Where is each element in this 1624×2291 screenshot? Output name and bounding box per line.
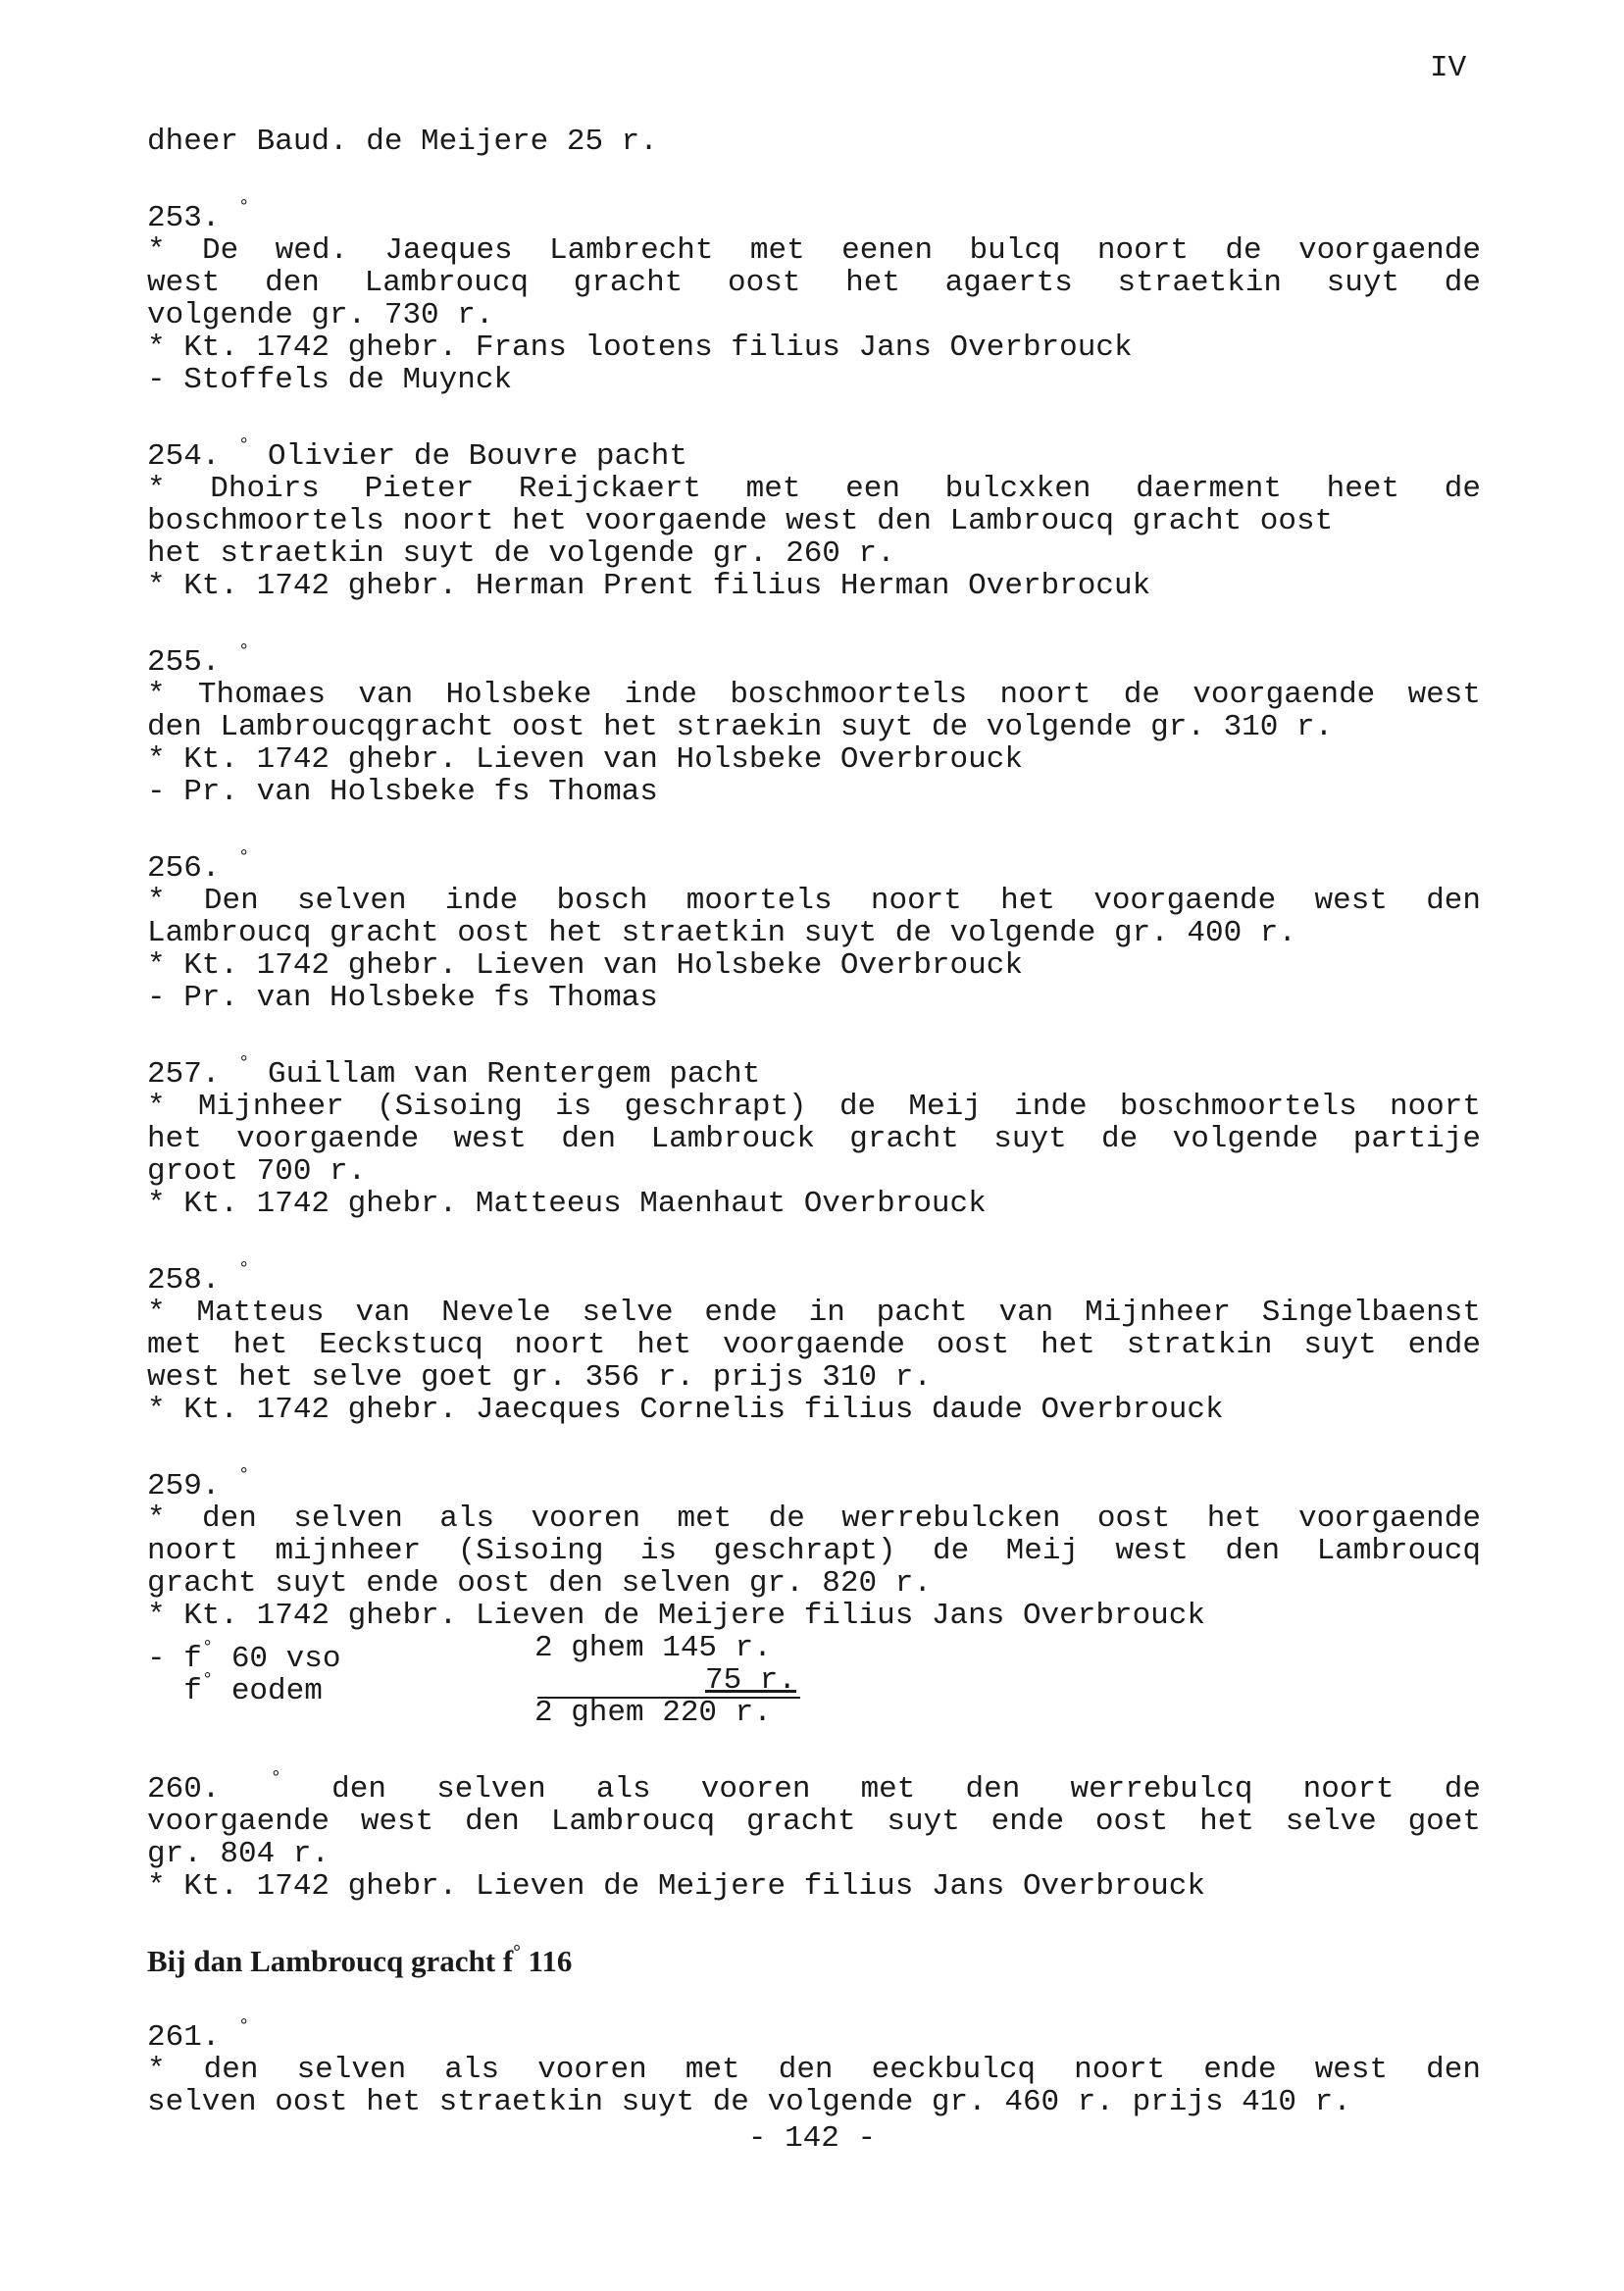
entry-258 [147, 1253, 1481, 1426]
entry-line: * Kt. 1742 ghebr. Lieven de Meijere filius Jans Overbrouck [147, 1599, 1205, 1633]
entry-line: boschmoortels noort het voorgaende west den Lambroucq gracht oost [147, 504, 1334, 538]
entry-number: 259. ° [147, 1464, 250, 1503]
entry-254 [147, 430, 1481, 602]
entry-255 [147, 636, 1481, 808]
entry-257 [147, 1047, 1481, 1220]
entry-number: 261. ° [147, 2015, 250, 2055]
entry-line: groot 700 r. [147, 1154, 367, 1189]
entry-line: - Pr. van Holsbeke fs Thomas [147, 775, 658, 809]
entry-line: * Kt. 1742 ghebr. Herman Prent filius Herman Overbrocuk [147, 569, 1151, 603]
entry-line: - Pr. van Holsbeke fs Thomas [147, 981, 658, 1015]
entry-line: het straetkin suyt de volgende gr. 260 r. [147, 536, 895, 571]
entry-line: * Kt. 1742 ghebr. Lieven de Meijere filius Jans Overbrouck [147, 1869, 1205, 1904]
page-roman-numeral: IV [1430, 51, 1467, 85]
entry-line: * den selven als vooren met de werrebulcken oost het voorgaende [147, 1502, 1481, 1536]
entry-line: selven oost het straetkin suyt de volgende gr. 460 r. prijs 410 r. [147, 2085, 1351, 2119]
entry-line: * Kt. 1742 ghebr. Matteeus Maenhaut Overbrouck [147, 1187, 987, 1221]
entry-line: gracht suyt ende oost den selven gr. 820 r. [147, 1566, 932, 1601]
entry-line: west het selve goet gr. 356 r. prijs 310 r. [147, 1360, 932, 1395]
section-heading: Bij dan Lambroucq gracht f° 116 [147, 1942, 573, 1978]
sum-calculation [147, 1632, 1481, 1729]
entry-number: 254. ° Olivier de Bouvre pacht [147, 434, 687, 474]
entry-line: * De wed. Jaeques Lambrecht met eenen bulcq noort de voorgaende [147, 233, 1481, 268]
entry-line: * den selven als vooren met den eeckbulcq noort ende west den [147, 2053, 1481, 2087]
entry-259 [147, 1459, 1481, 1729]
entry-line: den Lambroucqgracht oost het straekin suyt de volgende gr. 310 r. [147, 710, 1334, 744]
calc-row: - f° 60 vso 2 ghem 145 r. [147, 1631, 772, 1676]
entry-261 [147, 2011, 1481, 2118]
entry-line: 260. ° den selven als vooren met den werrebulcq noort de [147, 1767, 1482, 1807]
entry-260 [147, 1762, 1481, 1903]
intro-line: dheer Baud. de Meijere 25 r. [147, 125, 658, 159]
calc-row: f° eodem 75 r. [147, 1663, 796, 1708]
entry-line: voorgaende west den Lambroucq gracht suyt ende oost het selve goet [147, 1805, 1481, 1839]
entry-line: - Stoffels de Muynck [147, 363, 513, 397]
entry-line: * Dhoirs Pieter Reijckaert met een bulcxken daerment heet de [147, 472, 1481, 506]
entry-number: 258. ° [147, 1258, 250, 1298]
entry-line: noort mijnheer (Sisoing is geschrapt) de Meij west den Lambroucq [147, 1534, 1481, 1568]
entry-line: west den Lambroucq gracht oost het agaerts straetkin suyt de [147, 266, 1481, 300]
entry-line: volgende gr. 730 r. [147, 298, 494, 332]
entry-number: 257. ° Guillam van Rentergem pacht [147, 1052, 761, 1092]
entry-line: * Kt. 1742 ghebr. Frans lootens filius Jans Overbrouck [147, 331, 1133, 365]
entry-line: * Thomaes van Holsbeke inde boschmoortels noort de voorgaende west [147, 678, 1481, 712]
entry-line: * Den selven inde bosch moortels noort het voorgaende west den [147, 884, 1481, 918]
entry-line: * Mijnheer (Sisoing is geschrapt) de Meij inde boschmoortels noort [147, 1090, 1481, 1124]
calc-row: 2 ghem 220 r. [534, 1696, 772, 1730]
entry-253 [147, 191, 1481, 396]
page-number: - 142 - [747, 2121, 877, 2156]
document-body [147, 126, 1481, 2118]
entry-number: 253. ° [147, 196, 250, 235]
entry-line: * Kt. 1742 ghebr. Lieven van Holsbeke Overbrouck [147, 948, 1023, 983]
entry-line: met het Eeckstucq noort het voorgaende oost het stratkin suyt ende [147, 1328, 1481, 1362]
entry-line: * Matteus van Nevele selve ende in pacht van Mijnheer Singelbaenst [147, 1296, 1481, 1330]
entry-line: * Kt. 1742 ghebr. Jaecques Cornelis filius daude Overbrouck [147, 1393, 1224, 1427]
entry-line: * Kt. 1742 ghebr. Lieven van Holsbeke Overbrouck [147, 742, 1023, 777]
entry-line: Lambroucq gracht oost het straetkin suyt de volgende gr. 400 r. [147, 916, 1296, 950]
entry-256 [147, 841, 1481, 1014]
entry-line: het voorgaende west den Lambrouck gracht suyt de volgende partije [147, 1122, 1481, 1156]
entry-line: gr. 804 r. [147, 1837, 330, 1871]
entry-number: 255. ° [147, 640, 250, 680]
entry-number: 256. ° [147, 846, 250, 886]
